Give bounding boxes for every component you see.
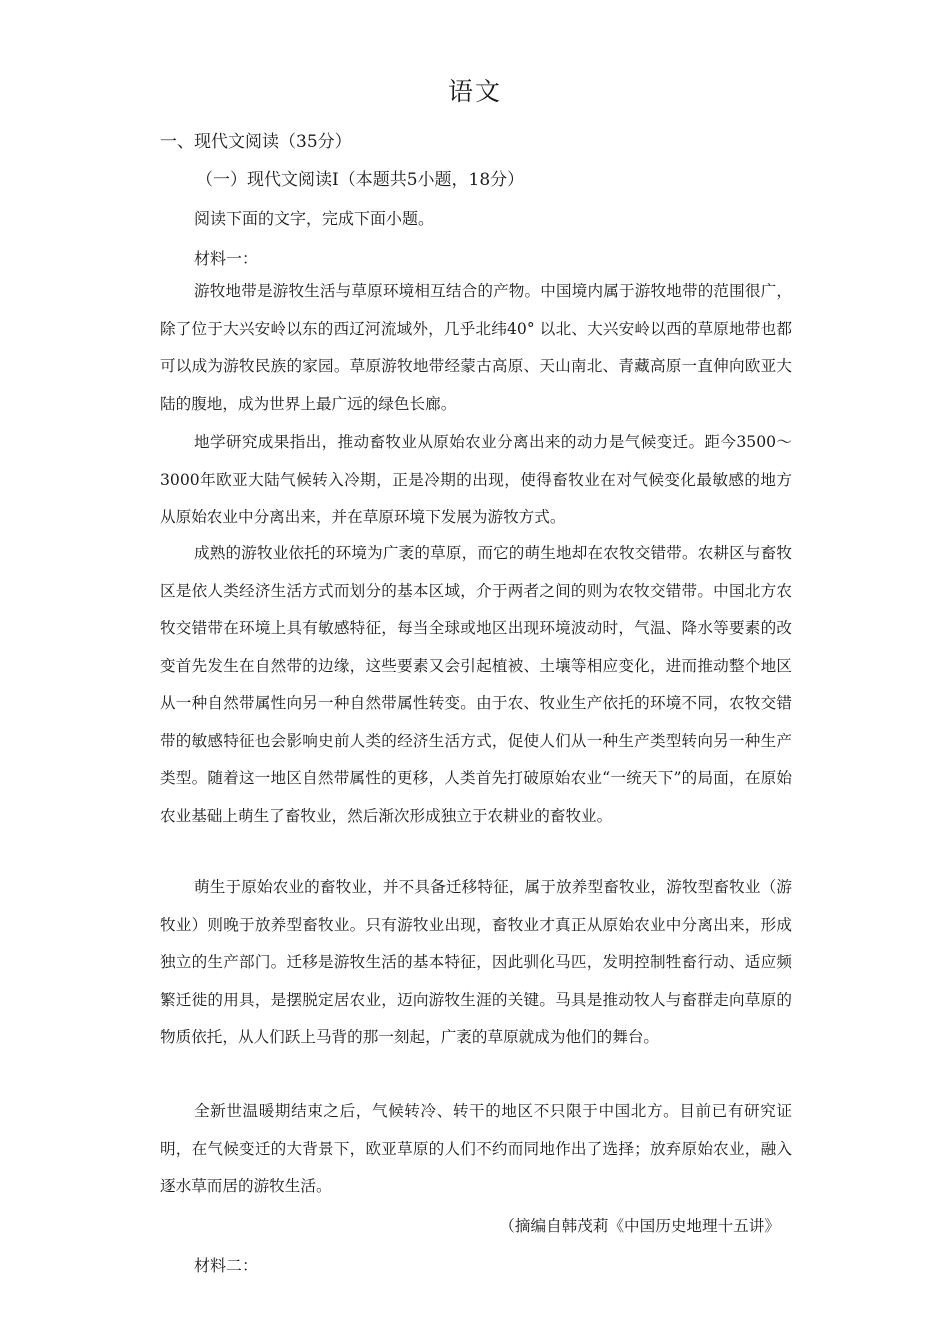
reading-instruction: 阅读下面的文字，完成下面小题。 [194,209,435,228]
sub-section-heading: （一）现代文阅读Ⅰ（本题共5小题，18分） [196,170,525,190]
paragraph-2: 地学研究成果指出，推动畜牧业从原始农业分离出来的动力是气候变迁。距今3500～3000年欧亚大陆气候转入冷期，正是冷期的出现，使得畜牧业在对气候变化最敏感的地方从原始农业中分离出来，并在草原环境下发展为游牧方式。 [160,433,792,526]
source-citation: （摘编自韩茂莉《中国历史地理十五讲》 [499,1217,780,1235]
paragraph-4: 萌生于原始农业的畜牧业，并不具备迁移特征，属于放养型畜牧业，游牧型畜牧业（游牧业）则晚于放养型畜牧业。只有游牧业出现，畜牧业才真正从原始农业中分离出来，形成独立的生产部门。迁移是游牧生活的基本特征，因此驯化马匹，发明控制牲畜行动、适应频繁迁徙的用具，是摆脱定居农业，迈向游牧生涯的关键。马具是推动牧人与畜群走向草原的物质依托，从人们跃上马背的那一刻起，广袤的草原就成为他们的舞台。 [160,878,792,1046]
page-title: 语文 [447,77,502,106]
paragraph-1: 游牧地带是游牧生活与草原环境相互结合的产物。中国境内属于游牧地带的范围很广，除了位于大兴安岭以东的西辽河流域外，几乎北纬40° 以北、大兴安岭以西的草原地带也都可以成为游牧民族的家园。草原游牧地带经蒙古高原、天山南北、青藏高原一直伸向欧亚大陆的腹地，成为世界上最广远的绿色长廊。 [160,282,792,413]
paragraph-3: 成熟的游牧业依托的环境为广袤的草原，而它的萌生地却在农牧交错带。农耕区与畜牧区是依人类经济生活方式而划分的基本区域，介于两者之间的则为农牧交错带。中国北方农牧交错带在环境上具有敏感特征，每当全球或地区出现环境波动时，气温、降水等要素的改变首先发生在自然带的边缘，这些要素又会引起植被、土壤等相应变化，进而推动整个地区从一种自然带属性向另一种自然带属性转变。由于农、牧业生产依托的环境不同，农牧交错带的敏感特征也会影响史前人类的经济生活方式，促使人们从一种生产类型转向另一种生产类型。随着这一地区自然带属性的更移，人类首先打破原始农业“一统天下”的局面，在原始农业基础上萌生了畜牧业，然后渐次形成独立于农耕业的畜牧业。 [160,544,792,825]
material-two-label: 材料二： [194,1256,259,1275]
section-heading: 一、现代文阅读（35分） [160,132,352,152]
material-one-label: 材料一： [194,249,259,268]
paragraph-5: 全新世温暖期结束之后，气候转冷、转干的地区不只限于中国北方。目前已有研究证明，在气候变迁的大背景下，欧亚草原的人们不约而同地作出了选择；放弃原始农业，融入逐水草而居的游牧生活。 [160,1102,792,1195]
